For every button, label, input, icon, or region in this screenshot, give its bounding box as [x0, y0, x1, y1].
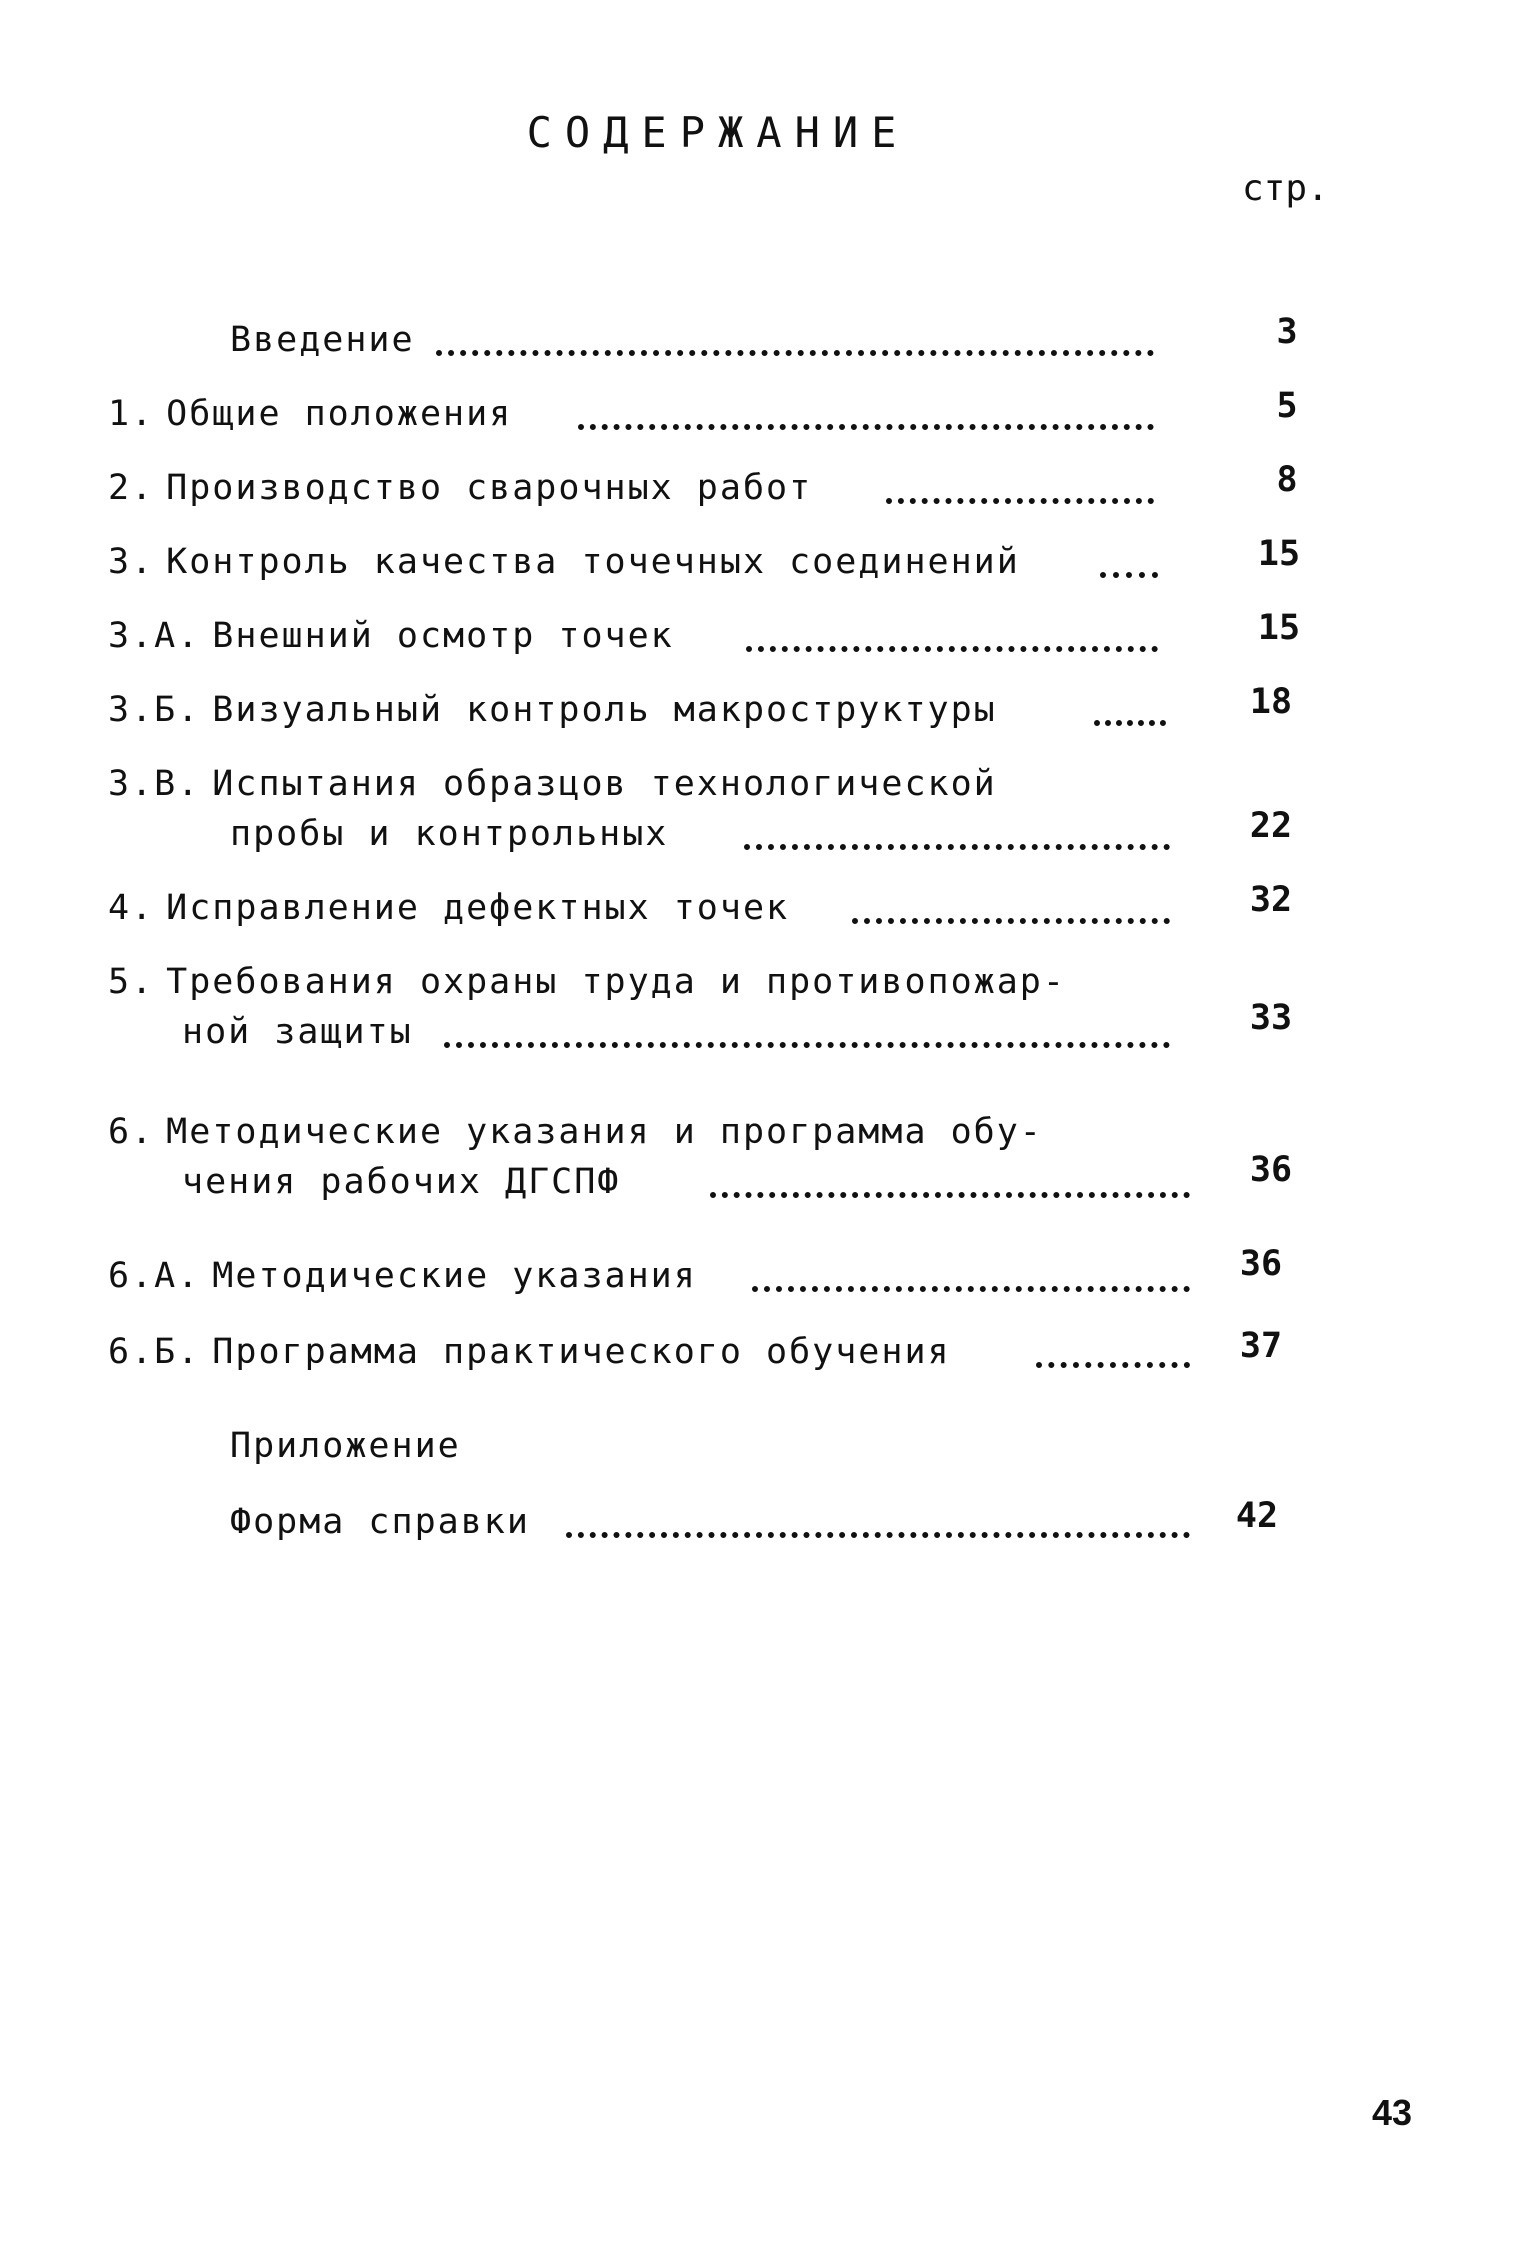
- dot-leader: [886, 490, 1154, 504]
- page-column-label: стр.: [1242, 168, 1329, 209]
- appendix-heading: Приложение: [230, 1426, 461, 1466]
- dot-leader: [566, 1524, 1190, 1538]
- dot-leader: [444, 1034, 1170, 1048]
- toc-entry-number: 4.: [108, 888, 155, 928]
- toc-page-number: 37: [1239, 1326, 1283, 1366]
- toc-entry-title-line1: Испытания образцов технологической: [212, 764, 997, 804]
- dot-leader: [744, 836, 1170, 850]
- toc-page-number: 8: [1276, 460, 1298, 500]
- toc-entry-title: Внешний осмотр точек: [212, 616, 674, 656]
- toc-entry-title-line2: пробы и контрольных: [230, 814, 669, 854]
- dot-leader: [1100, 564, 1158, 578]
- toc-entry-title: Визуальный контроль макроструктуры: [212, 690, 997, 730]
- dot-leader: [436, 342, 1154, 356]
- toc-entry-number: 6.Б.: [108, 1332, 201, 1372]
- toc-entry-title-line2: чения рабочих ДГСПФ: [182, 1162, 621, 1202]
- toc-page-number: 18: [1249, 682, 1293, 722]
- toc-entry-number: 3.А.: [108, 616, 201, 656]
- toc-page-number: 15: [1257, 608, 1301, 648]
- toc-entry-number: 6.А.: [108, 1256, 201, 1296]
- toc-page-number: 36: [1239, 1244, 1283, 1284]
- toc-entry-number: 5.: [108, 962, 155, 1002]
- toc-entry-title: Методические указания: [212, 1256, 697, 1296]
- toc-page-number: 3: [1276, 312, 1298, 352]
- toc-entry-5[interactable]: [0, 960, 1536, 1100]
- toc-entry-title: Форма справки: [230, 1502, 530, 1542]
- toc-entry-title: Программа практического обучения: [212, 1332, 951, 1372]
- dot-leader: [852, 910, 1170, 924]
- toc-entry-title: Общие положения: [166, 394, 513, 434]
- toc-page-number: 15: [1257, 534, 1301, 574]
- toc-entry-title-line1: Методические указания и программа обу-: [166, 1112, 1043, 1152]
- toc-entry-title-line1: Требования охраны труда и противопожар-: [166, 962, 1066, 1002]
- toc-entry-title-line2: ной защиты: [182, 1012, 413, 1052]
- toc-entry-6[interactable]: [0, 1110, 1536, 1250]
- page-title: СОДЕРЖАНИЕ: [526, 108, 910, 157]
- toc-page-number: 33: [1249, 998, 1293, 1038]
- toc-entry-title: Контроль качества точечных соединений: [166, 542, 1020, 582]
- dot-leader: [1036, 1354, 1190, 1368]
- toc-page-number: 5: [1276, 386, 1298, 426]
- toc-entry-number: 2.: [108, 468, 155, 508]
- toc-entry-title: Производство сварочных работ: [166, 468, 813, 508]
- dot-leader: [710, 1184, 1190, 1198]
- dot-leader: [752, 1278, 1190, 1292]
- toc-page-number: 32: [1249, 880, 1293, 920]
- toc-entry-appendix-form[interactable]: [0, 1496, 1536, 1640]
- dot-leader: [1094, 712, 1166, 726]
- toc-page-number: 36: [1249, 1150, 1293, 1190]
- toc-entry-number: 6.: [108, 1112, 155, 1152]
- toc-page-number: 42: [1235, 1496, 1279, 1536]
- toc-entry-number: 3.В.: [108, 764, 201, 804]
- toc-entry-number: 3.: [108, 542, 155, 582]
- dot-leader: [578, 416, 1154, 430]
- dot-leader: [746, 638, 1158, 652]
- page-folio-number: 43: [1372, 2092, 1413, 2133]
- toc-entry-title: Исправление дефектных точек: [166, 888, 790, 928]
- toc-page-number: 22: [1249, 806, 1293, 846]
- toc-entry-number: 3.Б.: [108, 690, 201, 730]
- toc-entry-number: 1.: [108, 394, 155, 434]
- toc-entry-title: Введение: [230, 320, 415, 360]
